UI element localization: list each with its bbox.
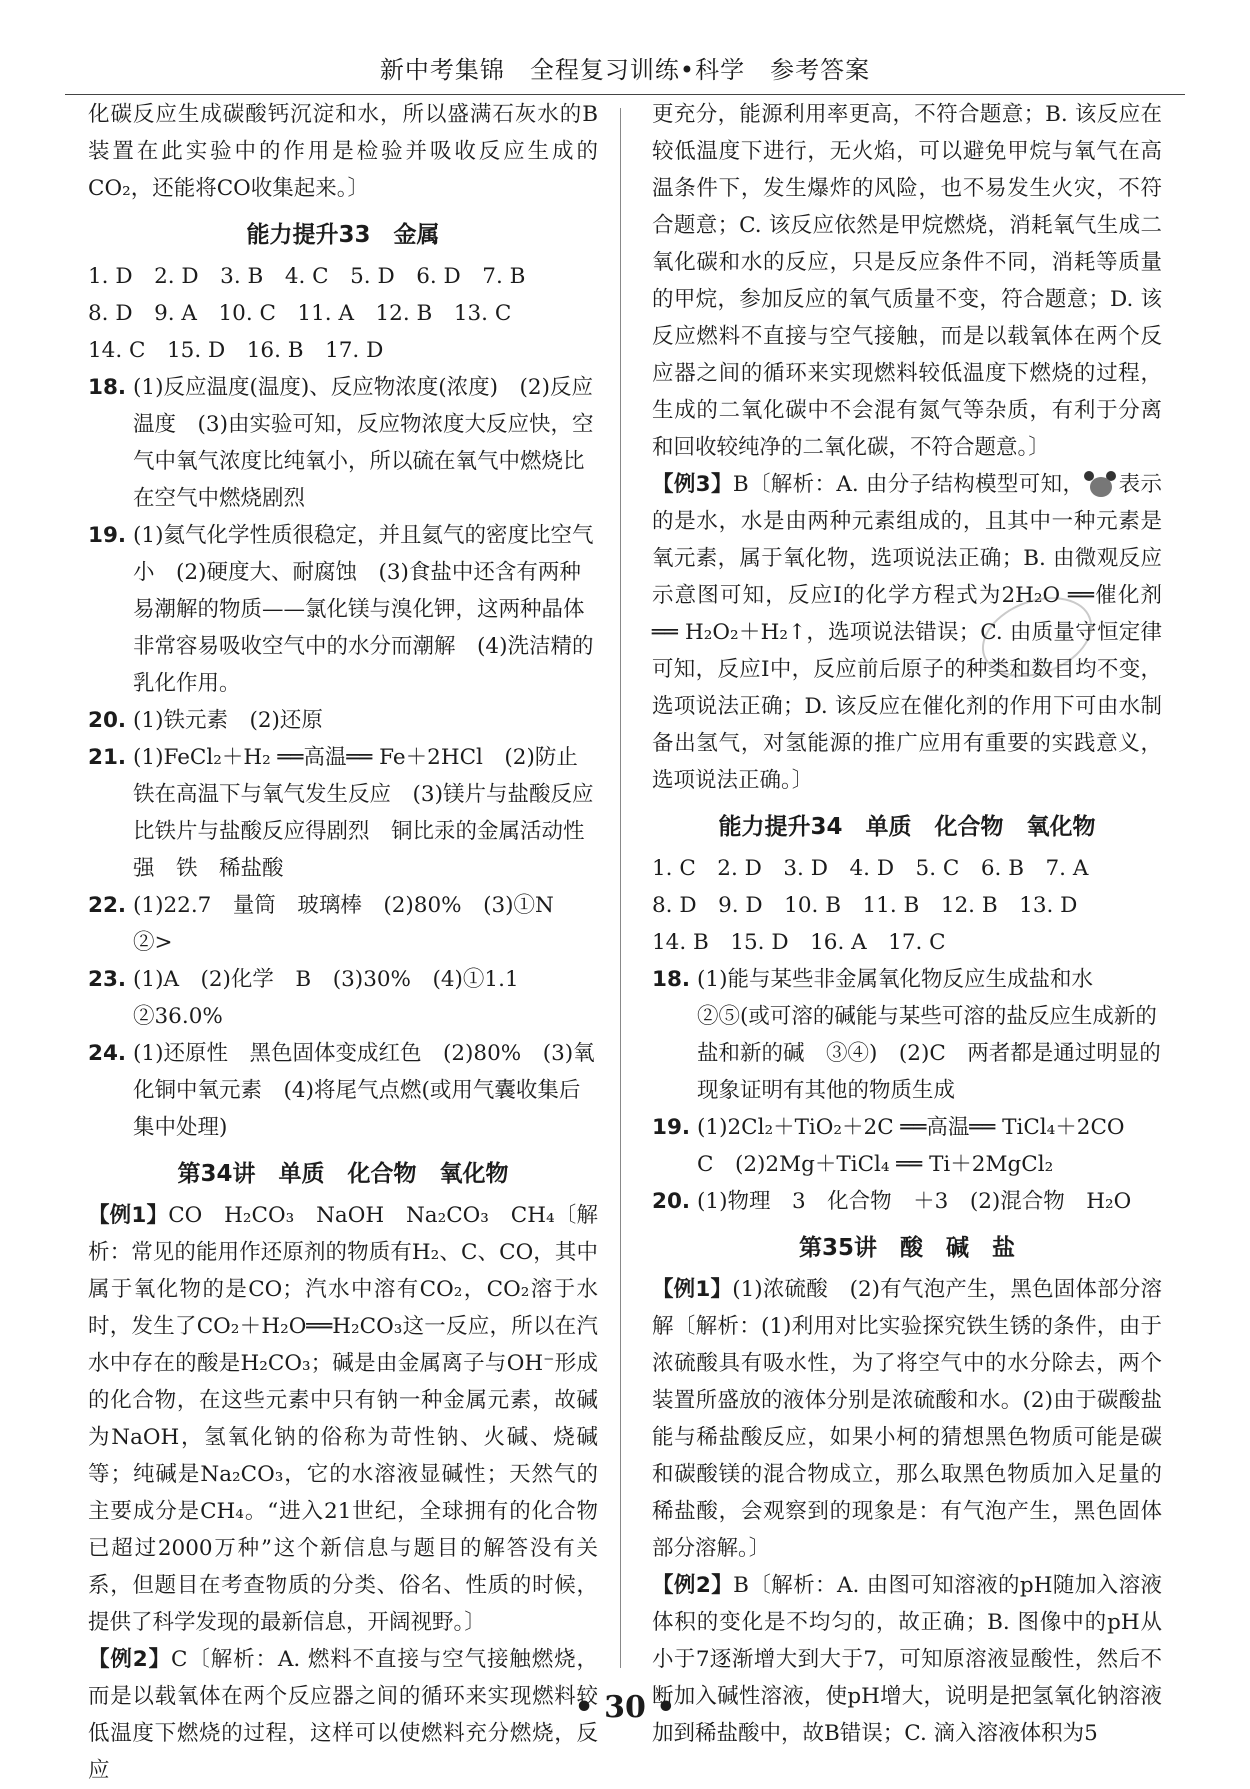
- question-18: [652, 961, 1162, 1109]
- left-intro: 化碳反应生成碳酸钙沉淀和水，所以盛满石灰水的B装置在此实验中的作用是检验并吸收反应生成的CO₂，还能将CO收集起来。〕: [88, 102, 598, 201]
- column-divider: [620, 108, 621, 1668]
- question-20: [88, 702, 598, 739]
- question-number: 20.: [88, 708, 127, 733]
- question-number: 19.: [652, 1115, 691, 1140]
- question-20: [652, 1183, 1162, 1220]
- question-answer: (1)22.7 量筒 玻璃棒 (2)80% (3)①N ②>: [133, 893, 576, 955]
- question-19: [88, 517, 598, 702]
- section-heading-33: 能力提升33 金属: [246, 222, 440, 248]
- question-answer: (1)还原性 黑色固体变成红色 (2)80% (3)氧化铜中氧元素 (4)将尾气点燃(或用气囊收集后集中处理): [133, 1041, 595, 1140]
- example-label: 【例3】: [652, 472, 733, 497]
- answer-row: 1. D 2. D 3. B 4. C 5. D 6. D 7. B: [88, 264, 526, 289]
- left-column: [88, 96, 598, 1789]
- question-19: [652, 1109, 1162, 1183]
- example-text: CO H₂CO₃ NaOH Na₂CO₃ CH₄〔解析：常见的能用作还原剂的物质有H₂、C、CO，其中属于氧化物的是CO；汽水中溶有CO₂，CO₂溶于水时，发生了CO₂＋H₂O══H₂CO₃这一反应，所以在汽水中存在的酸是H₂CO₃；碱是由金属离子与OH⁻形成的化合物，在这些元素中只有钠一种金属元素，故碱为NaOH，氢氧化钠的俗称为苛性钠、火碱、烧碱等；纯碱是Na₂CO₃，它的水溶液显碱性；天然气的主要成分是CH₄。“进入21世纪，全球拥有的化合物已超过2000万种”这个新信息与题目的解答没有关系，但题目在考查物质的分类、俗名、性质的时候，提供了科学发现的最新信息，开阔视野。〕: [88, 1203, 598, 1635]
- question-18: [88, 369, 598, 517]
- question-answer: (1)FeCl₂＋H₂ ══高温══ Fe＋2HCl (2)防止铁在高温下与氧气发生反应 (3)镁片与盐酸反应比铁片与盐酸反应得剧烈 铜比汞的金属活动性强 铁 稀盐酸: [133, 745, 594, 881]
- question-answer: (1)铁元素 (2)还原: [133, 708, 323, 733]
- answer-row: 1. C 2. D 3. D 4. D 5. C 6. B 7. A: [652, 856, 1089, 881]
- water-molecule-icon: [1084, 471, 1118, 499]
- question-21: [88, 739, 598, 887]
- right-continuation: 更充分，能源利用率更高，不符合题意；B. 该反应在较低温度下进行，无火焰，可以避免甲烷与氧气在高温条件下，发生爆炸的风险，也不易发生火灾，不符合题意；C. 该反应依然是甲烷燃烧，消耗氧气生成二氧化碳和水的反应，只是反应条件不同，消耗等质量的甲烷，参加反应的氧气质量不变，符合题意；D. 该反应燃料不直接与空气接触，而是以载氧体在两个反应器之间的循环来实现燃料较低温度下燃烧的过程，生成的二氧化碳中不会混有氮气等杂质，有利于分离和回收较纯净的二氧化碳，不符合题意。〕: [652, 102, 1162, 460]
- example-text: B〔解析：A. 由分子结构模型可知，: [732, 472, 1085, 497]
- right-column: [652, 96, 1162, 1752]
- example-label: 【例2】: [652, 1573, 734, 1598]
- example-text: B〔解析：A. 由图可知溶液的pH随加入溶液体积的变化是不均匀的，故正确；B. 图像中的pH从小于7逐渐增大到大于7，可知原溶液显酸性，然后不断加入碱性溶液，使pH增大，说明是把氢氧化钠溶液加到稀盐酸中，故B错误；C. 滴入溶液体积为5: [652, 1573, 1162, 1746]
- page-number: • 30 •: [574, 1690, 676, 1725]
- question-answer: (1)2Cl₂＋TiO₂＋2C ══高温══ TiCl₄＋2CO C (2)2Mg＋TiCl₄ ══ Ti＋2MgCl₂: [697, 1115, 1147, 1177]
- example-text: (1)浓硫酸 (2)有气泡产生，黑色固体部分溶解〔解析：(1)利用对比实验探究铁生锈的条件，由于浓硫酸具有吸水性，为了将空气中的水分除去，两个装置所盛放的液体分别是浓硫酸和水。(2)由于碳酸盐能与稀盐酸反应，如果小柯的猜想黑色物质可能是碳和碳酸镁的混合物成立，那么取黑色物质加入足量的稀盐酸，会观察到的现象是：有气泡产生，黑色固体部分溶解。〕: [652, 1277, 1162, 1561]
- question-number: 18.: [88, 375, 127, 400]
- question-23: [88, 961, 598, 1035]
- question-22: [88, 887, 598, 961]
- section-heading-35: 第35讲 酸 碱 盐: [798, 1235, 1015, 1261]
- answer-row: 8. D 9. A 10. C 11. A 12. B 13. C: [88, 301, 512, 326]
- section-heading-34b: 能力提升34 单质 化合物 氧化物: [718, 814, 1096, 840]
- question-answer: (1)能与某些非金属氧化物反应生成盐和水 ②⑤(或可溶的碱能与某些可溶的盐反应生成新的盐和新的碱 ③④) (2)C 两者都是通过明显的现象证明有其他的物质生成: [697, 967, 1161, 1103]
- answer-row: 8. D 9. D 10. B 11. B 12. B 13. D: [652, 893, 1078, 918]
- example-label: 【例1】: [88, 1203, 169, 1228]
- question-answer: (1)A (2)化学 B (3)30% (4)①1.1 ②36.0%: [133, 967, 541, 1029]
- question-number: 20.: [652, 1189, 691, 1214]
- section-heading-34: 第34讲 单质 化合物 氧化物: [177, 1161, 509, 1187]
- example-text: C〔解析：A. 燃料不直接与空气接触燃烧，而是以载氧体在两个反应器之间的循环来实现燃料较低温度下燃烧的过程，这样可以使燃料充分燃烧，反应: [88, 1647, 598, 1783]
- example-1: [652, 1271, 1162, 1567]
- example-1: [88, 1197, 598, 1641]
- answer-row: 14. B 15. D 16. A 17. C: [652, 930, 946, 955]
- example-label: 【例2】: [88, 1647, 171, 1672]
- question-number: 24.: [88, 1041, 127, 1066]
- example-label: 【例1】: [652, 1277, 733, 1302]
- page-header: 新中考集锦 全程复习训练•科学 参考答案: [65, 50, 1185, 95]
- answer-row: 14. C 15. D 16. B 17. D: [88, 338, 384, 363]
- question-number: 22.: [88, 893, 127, 918]
- question-answer: (1)物理 3 化合物 ＋3 (2)混合物 H₂O: [697, 1189, 1132, 1214]
- question-number: 18.: [652, 967, 691, 992]
- question-24: [88, 1035, 598, 1146]
- question-number: 19.: [88, 523, 127, 548]
- question-number: 23.: [88, 967, 127, 992]
- question-number: 21.: [88, 745, 127, 770]
- question-answer: (1)氦气化学性质很稳定，并且氦气的密度比空气小 (2)硬度大、耐腐蚀 (3)食盐中还含有两种易潮解的物质——氯化镁与溴化钾，这两种晶体非常容易吸收空气中的水分而潮解 (4)洗洁精的乳化作用。: [133, 523, 594, 696]
- example-text: 表示的是水，水是由两种元素组成的，且其中一种元素是氧元素，属于氧化物，选项说法正确；B. 由微观反应示意图可知，反应Ⅰ的化学方程式为2H₂O ══催化剂══ H₂O₂＋H₂↑，选项说法错误；C. 由质量守恒定律可知，反应Ⅰ中，反应前后原子的种类和数目均不变，选项说法正确；D. 该反应在催化剂的作用下可由水制备出氢气，对氢能源的推广应用有重要的实践意义，选项说法正确。〕: [652, 472, 1162, 793]
- question-answer: (1)反应温度(温度)、反应物浓度(浓度) (2)反应温度 (3)由实验可知，反应物浓度大反应快，空气中氧气浓度比纯氧小，所以硫在氧气中燃烧比在空气中燃烧剧烈: [133, 375, 594, 511]
